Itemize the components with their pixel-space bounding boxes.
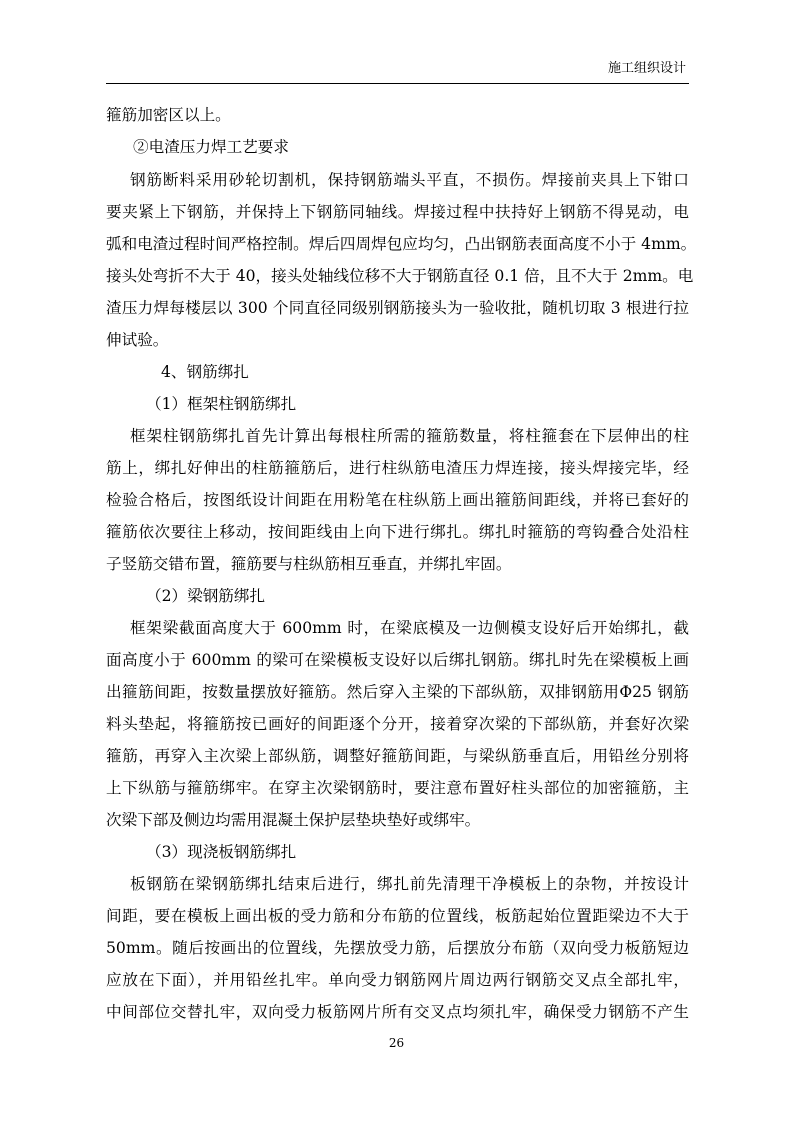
header-title: 施工组织设计 — [607, 61, 686, 76]
text-line: 筋上，绑扎好伸出的柱筋箍筋后，进行柱纵筋电渣压力焊连接，接头焊接完毕，经 — [106, 459, 689, 477]
text-line: 钢筋断料采用砂轮切割机，保持钢筋端头平直，不损伤。焊接前夹具上下钳口 — [130, 171, 689, 189]
subsection-heading: （3）现浇板钢筋绑扎 — [146, 843, 297, 861]
text-line: 间距，要在模板上画出板的受力筋和分布筋的位置线，板筋起始位置距梁边不大于 — [106, 907, 689, 925]
text-line: 框架梁截面高度大于 600mm 时，在梁底模及一边侧模支设好后开始绑扎，截 — [130, 619, 689, 637]
text-line: 次梁下部及侧边均需用混凝土保护层垫块垫好或绑牢。 — [106, 811, 481, 829]
page-number: 26 — [388, 1036, 405, 1050]
section-heading: 4、钢筋绑扎 — [161, 363, 249, 381]
text-line: 检验合格后，按图纸设计间距在用粉笔在柱纵筋上画出箍筋间距线，并将已套好的 — [106, 491, 689, 509]
text-line: 中间部位交替扎牢，双向受力板筋网片所有交叉点均须扎牢，确保受力钢筋不产生 — [106, 1003, 689, 1021]
text-line: 箍筋依次要往上移动，按间距线由上向下进行绑扎。绑扎时箍筋的弯钩叠合处沿柱 — [106, 523, 689, 541]
subsection-heading: ②电渣压力焊工艺要求 — [133, 138, 289, 156]
subsection-heading: （1）框架柱钢筋绑扎 — [146, 395, 297, 413]
text-line: 应放在下面），并用铅丝扎牢。单向受力钢筋网片周边两行钢筋交叉点全部扎牢， — [106, 971, 689, 989]
text-line: 接头处弯折不大于 40，接头处轴线位移不大于钢筋直径 0.1 倍，且不大于 2mm。电 — [106, 267, 694, 285]
text-line: 料头垫起，将箍筋按已画好的间距逐个分开，接着穿次梁的下部纵筋，并套好次梁 — [106, 715, 689, 733]
text-line: 箍筋，再穿入主次梁上部纵筋，调整好箍筋间距，与梁纵筋垂直后，用铅丝分别将 — [106, 747, 689, 765]
text-line: 要夹紧上下钢筋，并保持上下钢筋同轴线。焊接过程中扶持好上钢筋不得晃动，电 — [106, 203, 689, 221]
text-line: 子竖筋交错布置，箍筋要与柱纵筋相互垂直，并绑扎牢固。 — [106, 555, 512, 573]
text-line: 50mm。随后按画出的位置线，先摆放受力筋，后摆放分布筋（双向受力板筋短边 — [106, 939, 689, 957]
text-line: 伸试验。 — [106, 331, 169, 349]
text-line: 箍筋加密区以上。 — [106, 106, 231, 124]
header-divider — [106, 83, 689, 84]
text-line: 板钢筋在梁钢筋绑扎结束后进行，绑扎前先清理干净模板上的杂物，并按设计 — [130, 875, 689, 893]
subsection-heading: （2）梁钢筋绑扎 — [146, 587, 266, 605]
text-line: 上下纵筋与箍筋绑牢。在穿主次梁钢筋时，要注意布置好柱头部位的加密箍筋，主 — [106, 779, 689, 797]
text-line: 面高度小于 600mm 的梁可在梁模板支设好以后绑扎钢筋。绑扎时先在梁模板上画 — [106, 651, 689, 669]
text-line: 渣压力焊每楼层以 300 个同直径同级别钢筋接头为一验收批，随机切取 3 根进行拉 — [106, 299, 689, 317]
text-line: 框架柱钢筋绑扎首先计算出每根柱所需的箍筋数量，将柱箍套在下层伸出的柱 — [130, 427, 689, 445]
text-line: 弧和电渣过程时间严格控制。焊后四周焊包应均匀，凸出钢筋表面高度不小于 4mm。 — [106, 235, 697, 253]
text-line: 出箍筋间距，按数量摆放好箍筋。然后穿入主梁的下部纵筋，双排钢筋用Φ25 钢筋 — [106, 683, 689, 701]
